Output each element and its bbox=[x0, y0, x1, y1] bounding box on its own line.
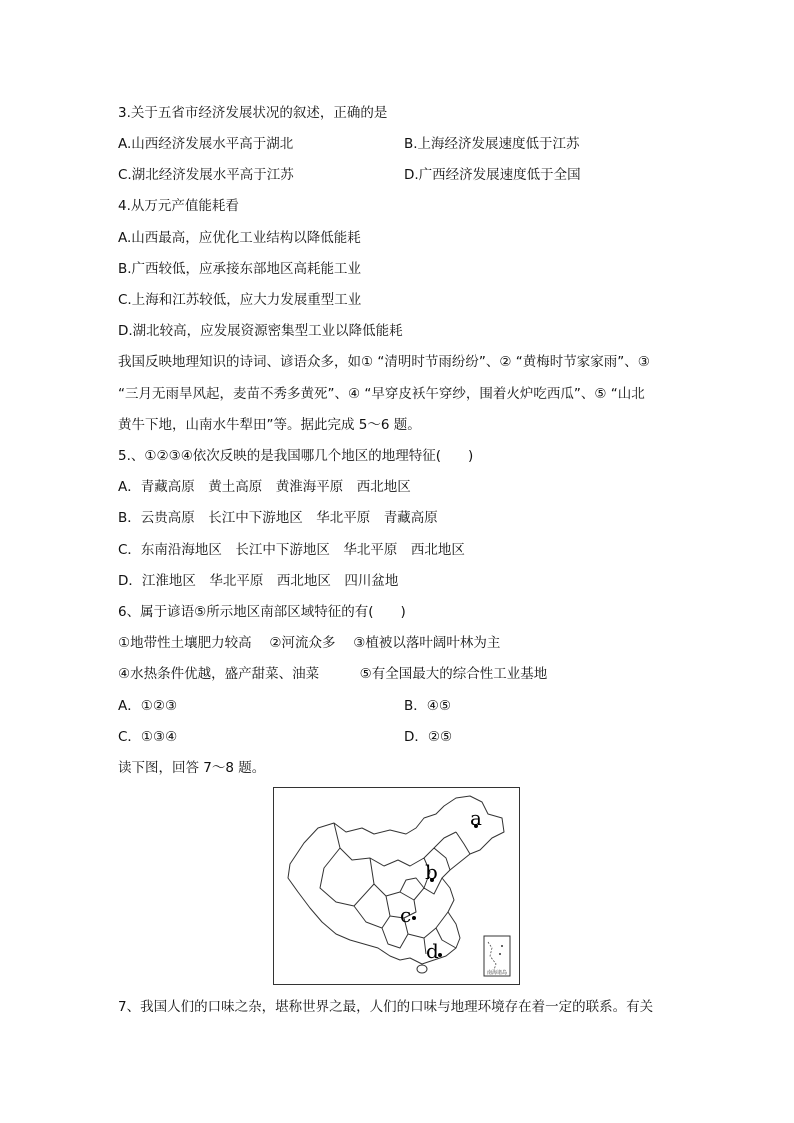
intro-line-3: 黄牛下地，山南水牛犁田”等。据此完成 5～6 题。 bbox=[118, 417, 421, 433]
q6-stem: 6、属于谚语⑤所示地区南部区域特征的有( ) bbox=[118, 604, 406, 620]
q3-stem: 3.关于五省市经济发展状况的叙述，正确的是 bbox=[118, 105, 388, 121]
q5-option-d: D．江淮地区 华北平原 西北地区 四川盆地 bbox=[118, 573, 399, 589]
q5-option-c: C．东南沿海地区 长江中下游地区 华北平原 西北地区 bbox=[118, 542, 465, 558]
point-c-marker bbox=[412, 916, 416, 920]
q6-option-b: B．④⑤ bbox=[404, 698, 451, 714]
q4-option-a: A.山西最高，应优化工业结构以降低能耗 bbox=[118, 230, 361, 246]
intro-line-1: 我国反映地理知识的诗词、谚语众多，如① “清明时节雨纷纷”、② “黄梅时节家家雨”、③ bbox=[118, 354, 650, 370]
q4-option-d: D.湖北较高，应发展资源密集型工业以降低能耗 bbox=[118, 323, 403, 339]
q5-option-a: A．青藏高原 黄土高原 黄淮海平原 西北地区 bbox=[118, 479, 411, 495]
boundary-lines bbox=[320, 823, 470, 954]
china-map-figure bbox=[273, 787, 520, 985]
q4-stem: 4.从万元产值能耗看 bbox=[118, 198, 239, 214]
read-figure-instruction: 读下图，回答 7～8 题。 bbox=[118, 760, 266, 776]
point-b-label: b bbox=[425, 860, 438, 884]
q4-option-b: B.广西较低，应承接东部地区高耗能工业 bbox=[118, 261, 362, 277]
point-c-label: c bbox=[400, 903, 412, 927]
q6-option-a: A．①②③ bbox=[118, 698, 178, 714]
q4-option-c: C.上海和江苏较低，应大力发展重型工业 bbox=[118, 292, 362, 308]
q6-option-c: C．①③④ bbox=[118, 729, 178, 745]
q6-option-d: D．②⑤ bbox=[404, 729, 453, 745]
intro-line-2: “三月无雨旱风起，麦苗不秀多黄死”、④ “早穿皮袄午穿纱，围着火炉吃西瓜”、⑤ “山北 bbox=[118, 386, 645, 402]
q7-stem: 7、我国人们的口味之杂，堪称世界之最，人们的口味与地理环境存在着一定的联系。有关 bbox=[118, 999, 654, 1015]
hainan-island bbox=[417, 965, 427, 973]
q5-stem: 5.、①②③④依次反映的是我国哪几个地区的地理特征( ) bbox=[118, 448, 474, 464]
q3-option-c: C.湖北经济发展水平高于江苏 bbox=[118, 167, 294, 183]
point-a-label: a bbox=[470, 806, 482, 830]
point-d-label: d bbox=[426, 939, 439, 963]
china-map-svg bbox=[274, 788, 518, 983]
q6-statement-2: ④水热条件优越，盛产甜菜、油菜 ⑤有全国最大的综合性工业基地 bbox=[118, 666, 548, 682]
q3-option-a: A.山西经济发展水平高于湖北 bbox=[118, 136, 294, 152]
inset-caption: 南海诸岛 bbox=[486, 970, 508, 976]
q5-option-b: B．云贵高原 长江中下游地区 华北平原 青藏高原 bbox=[118, 510, 438, 526]
q6-statement-1: ①地带性土壤肥力较高 ②河流众多 ③植被以落叶阔叶林为主 bbox=[118, 635, 501, 651]
q3-option-b: B.上海经济发展速度低于江苏 bbox=[404, 136, 580, 152]
q3-option-d: D.广西经济发展速度低于全国 bbox=[404, 167, 581, 183]
